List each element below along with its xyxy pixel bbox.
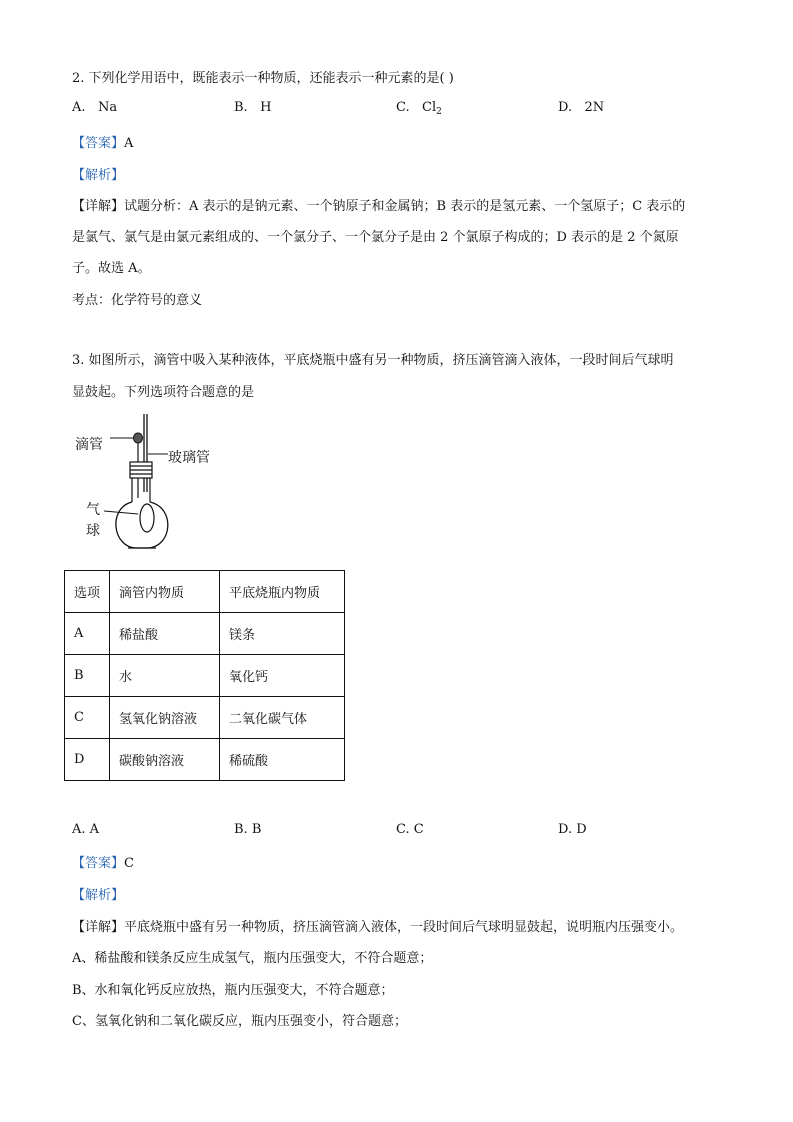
q3-detail-line-1: 【详解】平底烧瓶中盛有另一种物质，挤压滴管滴入液体，一段时间后气球明显鼓起，说明瓶内压强变小。 <box>72 920 684 935</box>
table-header-cell: 选项 <box>65 571 110 613</box>
table-header-cell: 滴管内物质 <box>110 571 220 613</box>
flask-apparatus-figure <box>100 410 180 555</box>
q3-answer-tag: 【答案】 <box>72 856 125 871</box>
q3-detail-line-4: C、氢氧化钠和二氧化碳反应，瓶内压强变小，符合题意； <box>72 1014 407 1029</box>
q3-choice-d: D. D <box>558 822 587 837</box>
table-cell: 氢氧化钠溶液 <box>110 697 220 739</box>
q3-answer: 【答案】C <box>72 856 134 871</box>
table-row <box>65 739 345 781</box>
q3-stem-line-2: 显鼓起。下列选项符合题意的是 <box>72 385 255 400</box>
q3-choice-a: A. A <box>72 822 100 837</box>
table-row <box>65 697 345 739</box>
q3-detail-line-3: B、水和氧化钙反应放热，瓶内压强变大，不符合题意； <box>72 983 394 998</box>
figure-label-dropper: 滴管 <box>75 437 103 453</box>
figure-label-balloon-1: 气 <box>86 502 100 518</box>
table-cell: C <box>65 697 110 739</box>
options-table <box>64 570 345 781</box>
q3-choice-b: B. B <box>234 822 262 837</box>
table-row <box>65 613 345 655</box>
table-cell: 氧化钙 <box>220 655 345 697</box>
table-cell: 碳酸钠溶液 <box>110 739 220 781</box>
q2-kaodian: 考点：化学符号的意义 <box>72 293 203 308</box>
q3-detail-line-2: A、稀盐酸和镁条反应生成氢气，瓶内压强变大，不符合题意； <box>72 951 433 966</box>
table-cell: 水 <box>110 655 220 697</box>
table-cell: D <box>65 739 110 781</box>
table-cell: 镁条 <box>220 613 345 655</box>
table-cell: 二氧化碳气体 <box>220 697 345 739</box>
q2-detail-line-3: 子。故选 A。 <box>72 261 151 276</box>
q2-option-d: D. 2N <box>558 100 605 115</box>
q2-answer: 【答案】A <box>72 136 134 151</box>
q2-option-a: A. Na <box>72 100 118 115</box>
q2-stem: 2. 下列化学用语中，既能表示一种物质，还能表示一种元素的是( ) <box>72 71 454 86</box>
table-cell: 稀盐酸 <box>110 613 220 655</box>
q2-detail-line-2: 是氯气、氯气是由氯元素组成的、一个氯分子、一个氯分子是由 2 个氯原子构成的；D 表示的是 2 个氮原 <box>72 230 679 245</box>
q3-stem-line-1: 3. 如图所示，滴管中吸入某种液体，平底烧瓶中盛有另一种物质，挤压滴管滴入液体，一段时间后气球明 <box>72 353 674 368</box>
figure-label-balloon-2: 球 <box>86 523 100 539</box>
q2-option-b: B. H <box>234 100 272 115</box>
table-cell: B <box>65 655 110 697</box>
table-header-row <box>65 571 345 613</box>
q2-analysis-tag: 【解析】 <box>72 168 125 183</box>
table-header-cell: 平底烧瓶内物质 <box>220 571 345 613</box>
balloon <box>140 504 154 532</box>
q3-choice-c: C. C <box>396 822 424 837</box>
table-row <box>65 655 345 697</box>
table-cell: 稀硫酸 <box>220 739 345 781</box>
q2-detail-line-1: 【详解】试题分析：A 表示的是钠元素、一个钠原子和金属钠；B 表示的是氢元素、一个氢原子；C 表示的 <box>72 199 686 214</box>
q3-analysis-tag: 【解析】 <box>72 888 125 903</box>
table-cell: A <box>65 613 110 655</box>
q2-answer-tag: 【答案】 <box>72 136 125 151</box>
dropper-bulb <box>134 433 143 443</box>
figure-label-glass-tube: 玻璃管 <box>168 450 210 466</box>
q2-option-c: C. $Cl_2$ <box>396 100 442 117</box>
